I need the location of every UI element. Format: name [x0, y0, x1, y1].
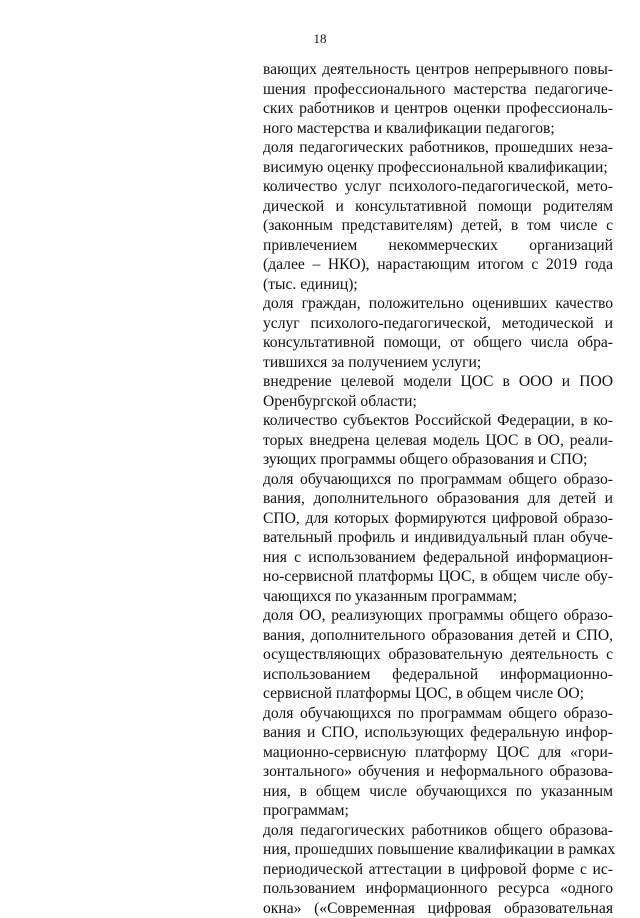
text-line: количество субъектов Российской Федерации, в ко-: [263, 411, 613, 431]
text-line: сервисной платформы ЦОС, в общем числе ОО;: [263, 684, 613, 704]
page-number: 18: [0, 31, 640, 47]
text-line: дической и консультативной помощи родителям: [263, 197, 613, 217]
text-line: ния с использованием федеральной информацион-: [263, 548, 613, 568]
text-line: количество услуг психолого-педагогической, мето-: [263, 177, 613, 197]
text-line: осуществляющих образовательную деятельность с: [263, 645, 613, 665]
text-line: тившихся за получением услуги;: [263, 353, 613, 373]
text-line: доля ОО, реализующих программы общего образо-: [263, 606, 613, 626]
text-line: вания, дополнительного образования для детей и: [263, 489, 613, 509]
text-line: доля обучающихся по программам общего образо-: [263, 704, 613, 724]
body-text: [263, 60, 613, 918]
text-line: использованием федеральной информационно-: [263, 665, 613, 685]
text-line: вания и СПО, использующих федеральную инфор-: [263, 723, 613, 743]
text-line: программам;: [263, 801, 613, 821]
text-line: внедрение целевой модели ЦОС в ООО и ПОО: [263, 372, 613, 392]
text-line: Оренбургской области;: [263, 392, 613, 412]
text-line: шения профессионального мастерства педагогиче-: [263, 80, 613, 100]
text-line: СПО, для которых формируются цифровой образо-: [263, 509, 613, 529]
text-line: зующих программы общего образования и СПО;: [263, 450, 613, 470]
text-line: висимую оценку профессиональной квалификации;: [263, 158, 613, 178]
text-line: периодической аттестации в цифровой форме с ис-: [263, 860, 613, 880]
text-line: (законным представителям) детей, в том числе с: [263, 216, 613, 236]
text-line: ния, прошедших повышение квалификации в рамках: [263, 840, 613, 860]
text-line: вательный профиль и индивидуальный план обуче-: [263, 528, 613, 548]
text-line: ских работников и центров оценки профессиональ-: [263, 99, 613, 119]
text-line: (далее – НКО), нарастающим итогом с 2019 года: [263, 255, 613, 275]
text-line: но-сервисной платформы ЦОС, в общем числе обу-: [263, 567, 613, 587]
text-line: зонтального» обучения и неформального образова-: [263, 762, 613, 782]
text-line: доля граждан, положительно оценивших качество: [263, 294, 613, 314]
text-line: консультативной помощи, от общего числа обра-: [263, 333, 613, 353]
text-line: вания, дополнительного образования детей и СПО,: [263, 626, 613, 646]
text-line: доля обучающихся по программам общего образо-: [263, 470, 613, 490]
text-line: пользованием информационного ресурса «одного: [263, 879, 613, 899]
text-line: услуг психолого-педагогической, методической и: [263, 314, 613, 334]
text-line: ния, в общем числе обучающихся по указанным: [263, 782, 613, 802]
text-line: торых внедрена целевая модель ЦОС в ОО, реали-: [263, 431, 613, 451]
text-line: окна» («Современная цифровая образовательная: [263, 899, 613, 918]
text-line: вающих деятельность центров непрерывного повы-: [263, 60, 613, 80]
text-line: (тыс. единиц);: [263, 275, 613, 295]
text-line: доля педагогических работников, прошедших неза-: [263, 138, 613, 158]
text-line: доля педагогических работников общего образова-: [263, 821, 613, 841]
text-line: чающихся по указанным программам;: [263, 587, 613, 607]
text-line: привлечением некоммерческих организаций: [263, 236, 613, 256]
text-line: ного мастерства и квалификации педагогов;: [263, 119, 613, 139]
text-line: мационно-сервисную платформу ЦОС для «гори-: [263, 743, 613, 763]
